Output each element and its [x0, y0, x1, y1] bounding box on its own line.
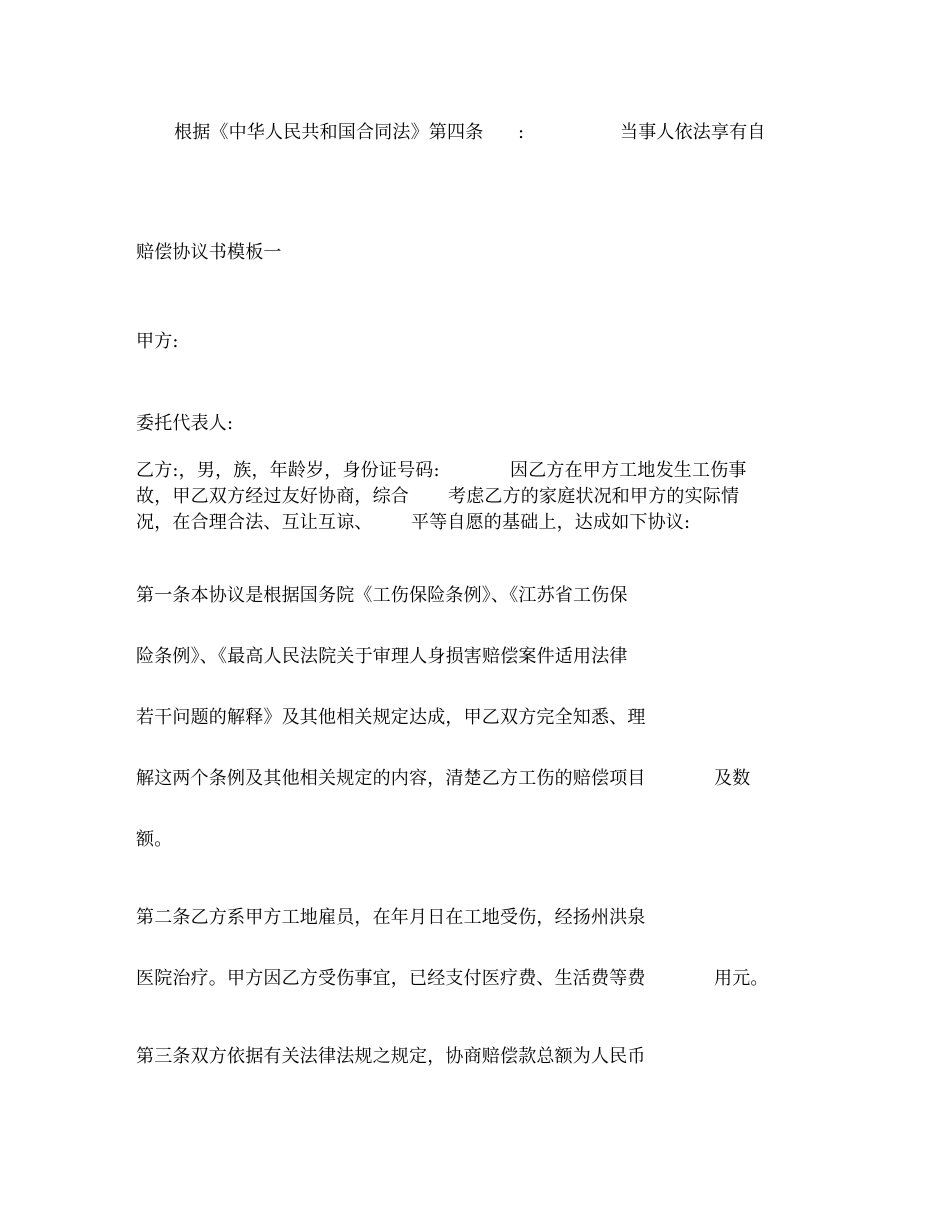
party-b-line1-right: 因乙方在甲方工地发生工伤事 — [510, 460, 747, 481]
party-b-line2-left: 故，甲乙双方经过友好协商，综合 — [136, 486, 409, 507]
article1-line5: 额。 — [136, 829, 173, 850]
article1-line1: 第一条本协议是根据国务院《工伤保险条例》、《江苏省工伤保 — [136, 585, 628, 606]
document-title: 赔偿协议书模板一 — [136, 242, 282, 263]
article1-line4-left: 解这两个条例及其他相关规定的内容，清楚乙方工伤的赔偿项目 — [136, 768, 646, 789]
representative-label: 委托代表人: — [136, 413, 234, 434]
article2-line2-right: 用元。 — [714, 968, 769, 989]
party-b-line3-right: 平等自愿的基础上，达成如下协议: — [411, 512, 691, 533]
party-b-line1-left: 乙方:，男，族，年龄岁，身份证号码: — [136, 460, 440, 481]
article3-line1: 第三条双方依据有关法律法规之规定，协商赔偿款总额为人民币 — [136, 1046, 646, 1067]
header-text-part2: 当事人依法享有自 — [620, 122, 766, 143]
article1-line4-right: 及数 — [714, 768, 751, 789]
article1-line2: 险条例》、《最高人民法院关于审理人身损害赔偿案件适用法律 — [136, 646, 628, 667]
party-b-line2-right: 考虑乙方的家庭状况和甲方的实际情 — [448, 486, 740, 507]
header-colon: : — [518, 122, 525, 143]
header-text-part1: 根据《中华人民共和国合同法》第四条 — [174, 122, 484, 143]
article1-line3: 若干问题的解释》及其他相关规定达成，甲乙双方完全知悉、理 — [136, 707, 646, 728]
party-a-label: 甲方: — [136, 331, 179, 352]
article2-line1: 第二条乙方系甲方工地雇员，在年月日在工地受伤，经扬州洪泉 — [136, 907, 646, 928]
article2-line2-left: 医院治疗。甲方因乙方受伤事宜，已经支付医疗费、生活费等费 — [136, 968, 646, 989]
party-b-line3-left: 况，在合理合法、互让互谅、 — [136, 512, 373, 533]
